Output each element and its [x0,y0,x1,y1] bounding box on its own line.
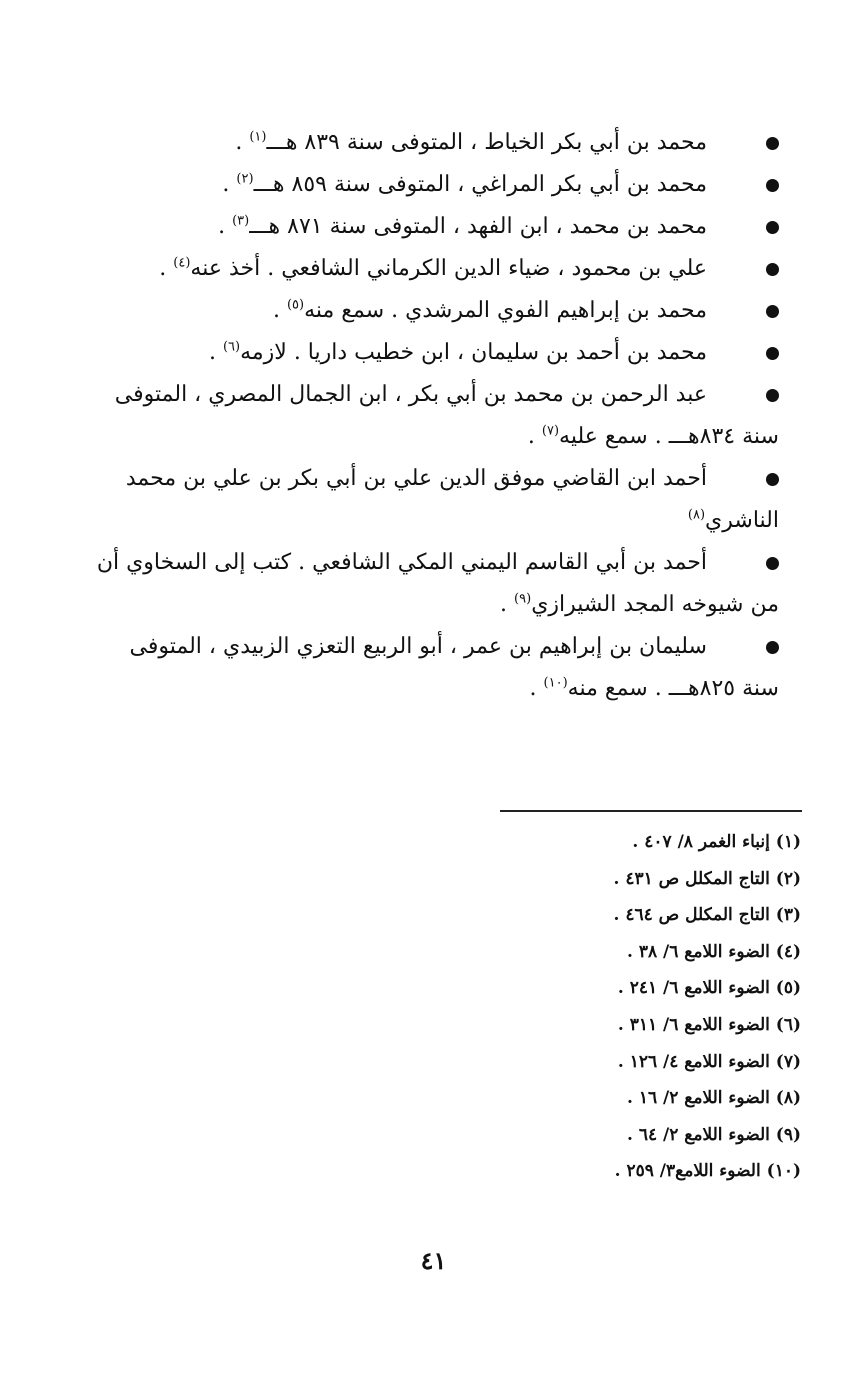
entry-text: محمد بن محمد ، ابن الفهد ، المتوفى سنة ٨٧١ هـــ [249,214,707,239]
footnote: (٨) الضوء اللامع ٢/ ١٦ . [627,1088,801,1109]
list-item [59,458,779,542]
bullet-icon [766,221,779,234]
entry-tail: . [272,298,287,323]
entry-text: عبد الرحمن بن محمد بن أبي بكر ، ابن الجمال المصري ، المتوفى [114,382,707,407]
bullet-icon [766,389,779,402]
entry-continuation-text: من شيوخه المجد الشيرازي [531,592,779,617]
footnote: (٩) الضوء اللامع ٢/ ٦٤ . [627,1124,801,1145]
entry-continuation-text: سنة ٨٣٤هـــ . سمع عليه [559,424,779,449]
page-number: ٤١ [420,1246,447,1275]
footnote-divider [500,810,802,812]
bullet-icon [766,347,779,360]
entry-tail: . [527,424,542,449]
footnote-reference: (٨) [687,507,706,523]
footnote: (٤) الضوء اللامع ٦/ ٣٨ . [627,941,801,962]
bullet-icon [766,179,779,192]
entry-continuation [59,500,779,542]
list-item [59,374,779,458]
entry-tail: . [500,592,515,617]
entry-text: محمد بن أحمد بن سليمان ، ابن خطيب داريا . لازمه [240,340,707,365]
footnote: (٣) التاج المكلل ص ٤٦٤ . [613,905,801,926]
footnote-reference: (٢) [236,171,254,187]
list-item [59,290,779,332]
list-item [59,206,779,248]
biography-list [59,122,779,710]
bullet-icon [766,137,779,150]
entry-text: أحمد بن أبي القاسم اليمني المكي الشافعي . كتب إلى السخاوي أن [96,550,707,575]
list-item [59,248,779,290]
entry-continuation [59,668,779,710]
footnote-reference: (٩) [514,591,532,607]
footnote-reference: (٥) [286,297,305,313]
bullet-icon [766,473,779,486]
bullet-icon [766,263,779,276]
footnote: (٦) الضوء اللامع ٦/ ٣١١ . [617,1014,801,1035]
entry-tail: . [222,172,237,197]
entry-continuation-text: الناشري [705,508,779,533]
entry-tail: . [159,256,174,281]
footnote: (٧) الضوء اللامع ٤/ ١٢٦ . [617,1051,801,1072]
footnote-reference: (١٠) [543,675,568,691]
bullet-icon [766,641,779,654]
entry-continuation [59,584,779,626]
entry-continuation [59,416,779,458]
footnote: (٢) التاج المكلل ص ٤٣١ . [613,868,801,889]
entry-tail: . [529,676,544,701]
list-item [59,164,779,206]
entry-tail: . [208,340,223,365]
list-item [59,626,779,710]
list-item [59,122,779,164]
entry-text: محمد بن أبي بكر الخياط ، المتوفى سنة ٨٣٩ هـــ [266,130,707,155]
entry-tail: . [235,130,250,155]
entry-tail: . [218,214,233,239]
list-item [59,542,779,626]
entry-text: محمد بن أبي بكر المراغي ، المتوفى سنة ٨٥٩ هـــ [253,172,707,197]
footnote: (٥) الضوء اللامع ٦/ ٢٤١ . [617,978,801,999]
entry-continuation-text: سنة ٨٢٥هـــ . سمع منه [567,676,779,701]
footnote: (١) إنباء الغمر ٨/ ٤٠٧ . [632,832,801,852]
footnotes-list [401,824,801,1190]
footnote-reference: (٧) [541,423,560,439]
footnote-reference: (٦) [222,339,241,355]
entry-text: سليمان بن إبراهيم بن عمر ، أبو الربيع التعزي الزبيدي ، المتوفى [129,634,707,659]
footnote-reference: (١) [249,129,267,145]
bullet-icon [766,557,779,570]
entry-text: أحمد ابن القاضي موفق الدين علي بن أبي بكر بن علي بن محمد [125,466,707,491]
footnote-reference: (٣) [232,213,250,229]
bullet-icon [766,305,779,318]
entry-text: محمد بن إبراهيم الفوي المرشدي . سمع منه [304,298,707,323]
list-item [59,332,779,374]
footnote-reference: (٤) [173,255,191,271]
entry-text: علي بن محمود ، ضياء الدين الكرماني الشافعي . أخذ عنه [190,256,707,281]
footnote: (١٠) الضوء اللامع٣/ ٢٥٩ . [614,1161,801,1182]
